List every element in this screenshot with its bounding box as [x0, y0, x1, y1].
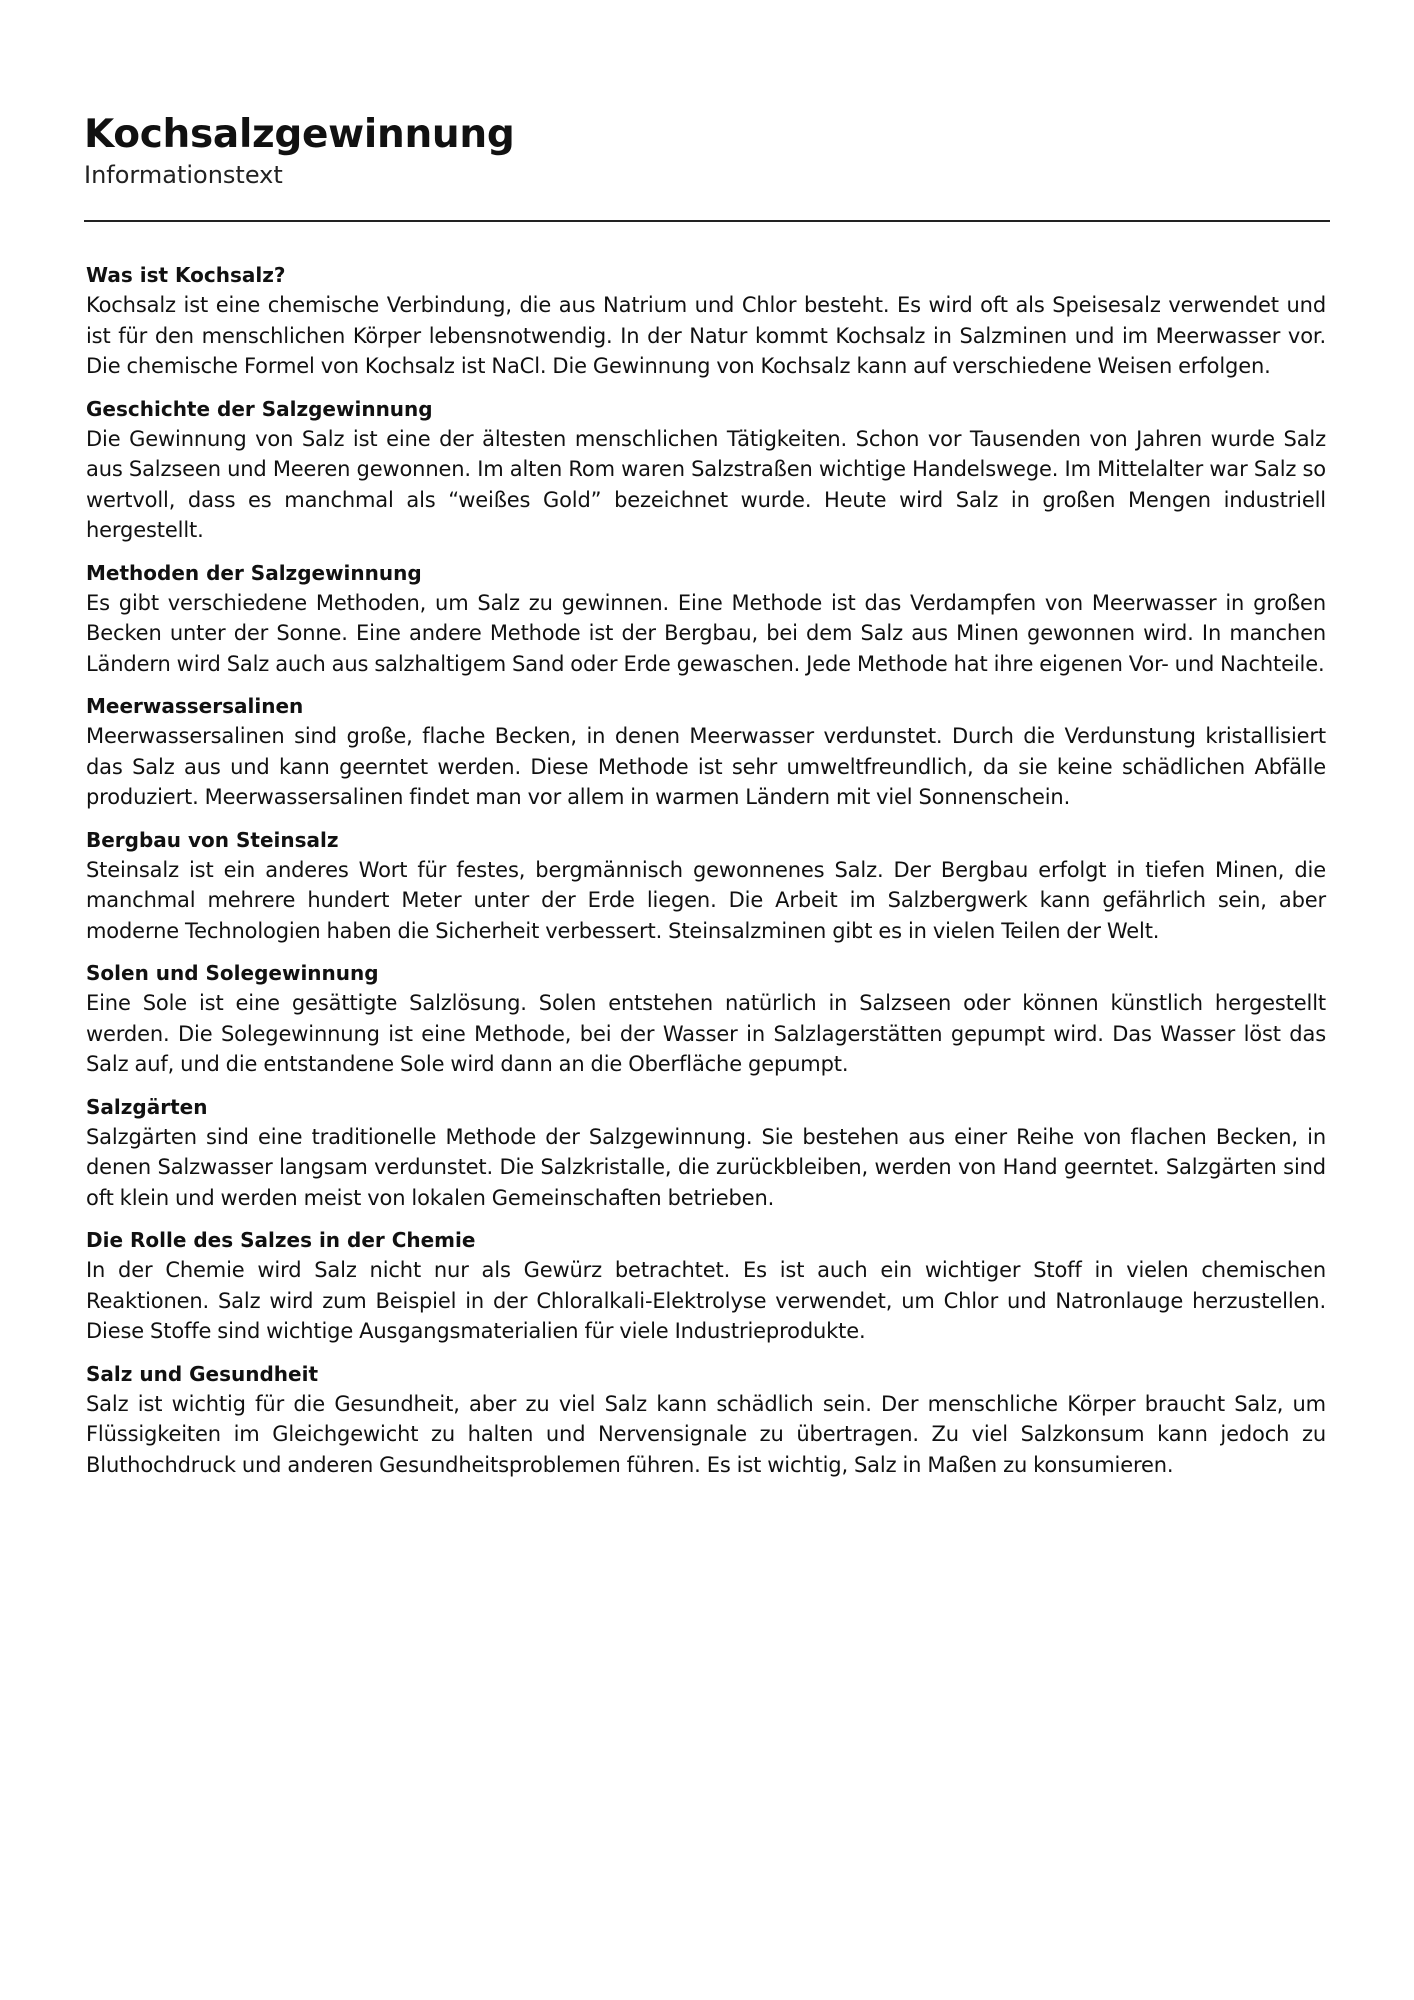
- section-heading: Methoden der Salzgewinnung: [86, 560, 422, 585]
- title-divider: [84, 220, 1330, 222]
- section-text: Kochsalz ist eine chemische Verbindung, die aus Natrium und Chlor besteht. Es wird oft als Speisesalz verwendet und ist für den menschlichen Körper lebensnotwendig. In der Natur kommt Kochsalz in Salzminen und im Meerwasser vor. Die chemische Formel von Kochsalz ist NaCl. Die Gewinnung von Kochsalz kann auf verschiedene Weisen erfolgen.: [86, 293, 1326, 378]
- section-solen: [86, 958, 1326, 1080]
- section-heading: Geschichte der Salzgewinnung: [86, 396, 433, 421]
- section-heading: Solen und Solegewinnung: [86, 961, 379, 985]
- section-text: Meerwassersalinen sind große, flache Becken, in denen Meerwasser verdunstet. Durch die Verdunstung kristallisiert das Salz aus und kann geerntet werden. Diese Methode ist sehr umweltfreundlich, da sie keine schädlichen Abfälle produziert. Meerwassersalinen findet man vor allem in warmen Ländern mit viel Sonnenschein.: [86, 724, 1326, 809]
- page-subtitle: Informationstext: [84, 161, 283, 189]
- sections-container: [86, 260, 1326, 1492]
- document-page: [84, 112, 1330, 1477]
- section-bergbau: [86, 825, 1326, 947]
- section-text: Steinsalz ist ein anderes Wort für festes, bergmännisch gewonnenes Salz. Der Bergbau erfolgt in tiefen Minen, die manchmal mehrere hundert Meter unter der Erde liegen. Die Arbeit im Salzbergwerk kann gefährlich sein, aber moderne Technologien haben die Sicherheit verbessert. Steinsalzminen gibt es in vielen Teilen der Welt.: [86, 857, 1326, 943]
- section-text: Es gibt verschiedene Methoden, um Salz zu gewinnen. Eine Methode ist das Verdampfen von Meerwasser in großen Becken unter der Sonne. Eine andere Methode ist der Bergbau, bei dem Salz aus Minen gewonnen wird. In manchen Ländern wird Salz auch aus salzhaltigem Sand oder Erde gewaschen. Jede Methode hat ihre eigenen Vor- und Nachteile.: [86, 590, 1326, 676]
- section-methoden: [86, 558, 1326, 680]
- section-meerwassersalinen: [86, 691, 1326, 813]
- page-title: Kochsalzgewinnung: [84, 112, 515, 157]
- section-text: Die Gewinnung von Salz ist eine der ältesten menschlichen Tätigkeiten. Schon vor Tausenden von Jahren wurde Salz aus Salzseen und Meeren gewonnen. Im alten Rom waren Salzstraßen wichtige Handelswege. Im Mittelalter war Salz so wertvoll, dass es manchmal als “weißes Gold” bezeichnet wurde. Heute wird Salz in großen Mengen industriell hergestellt.: [86, 426, 1326, 542]
- section-heading: Die Rolle des Salzes in der Chemie: [86, 1228, 476, 1252]
- section-salzgaerten: [86, 1092, 1326, 1214]
- section-heading: Bergbau von Steinsalz: [86, 827, 339, 852]
- section-was-ist-kochsalz: [86, 260, 1326, 382]
- section-gesundheit: [86, 1359, 1326, 1481]
- section-text: Eine Sole ist eine gesättigte Salzlösung. Solen entstehen natürlich in Salzseen oder können künstlich hergestellt werden. Die Solegewinnung ist eine Methode, bei der Wasser in Salzlagerstätten gepumpt wird. Das Wasser löst das Salz auf, und die entstandene Sole wird dann an die Oberfläche gepumpt.: [86, 991, 1326, 1076]
- section-text: Salz ist wichtig für die Gesundheit, aber zu viel Salz kann schädlich sein. Der menschliche Körper braucht Salz, um Flüssigkeiten im Gleichgewicht zu halten und Nervensignale zu übertragen. Zu viel Salzkonsum kann jedoch zu Bluthochdruck und anderen Gesundheitsproblemen führen. Es ist wichtig, Salz in Maßen zu konsumieren.: [86, 1391, 1326, 1477]
- section-chemie: [86, 1225, 1326, 1347]
- section-heading: Salz und Gesundheit: [86, 1361, 319, 1386]
- section-heading: Was ist Kochsalz?: [86, 263, 286, 287]
- section-text: In der Chemie wird Salz nicht nur als Gewürz betrachtet. Es ist auch ein wichtiger Stoff in vielen chemischen Reaktionen. Salz wird zum Beispiel in der Chloralkali-Elektrolyse verwendet, um Chlor und Natronlauge herzustellen. Diese Stoffe sind wichtige Ausgangsmaterialien für viele Industrieprodukte.: [86, 1258, 1326, 1343]
- section-geschichte: [86, 394, 1326, 546]
- section-heading: Meerwassersalinen: [86, 694, 304, 718]
- section-text: Salzgärten sind eine traditionelle Methode der Salzgewinnung. Sie bestehen aus einer Reihe von flachen Becken, in denen Salzwasser langsam verdunstet. Die Salzkristalle, die zurückbleiben, werden von Hand geerntet. Salzgärten sind oft klein und werden meist von lokalen Gemeinschaften betrieben.: [86, 1124, 1326, 1210]
- section-heading: Salzgärten: [86, 1094, 208, 1119]
